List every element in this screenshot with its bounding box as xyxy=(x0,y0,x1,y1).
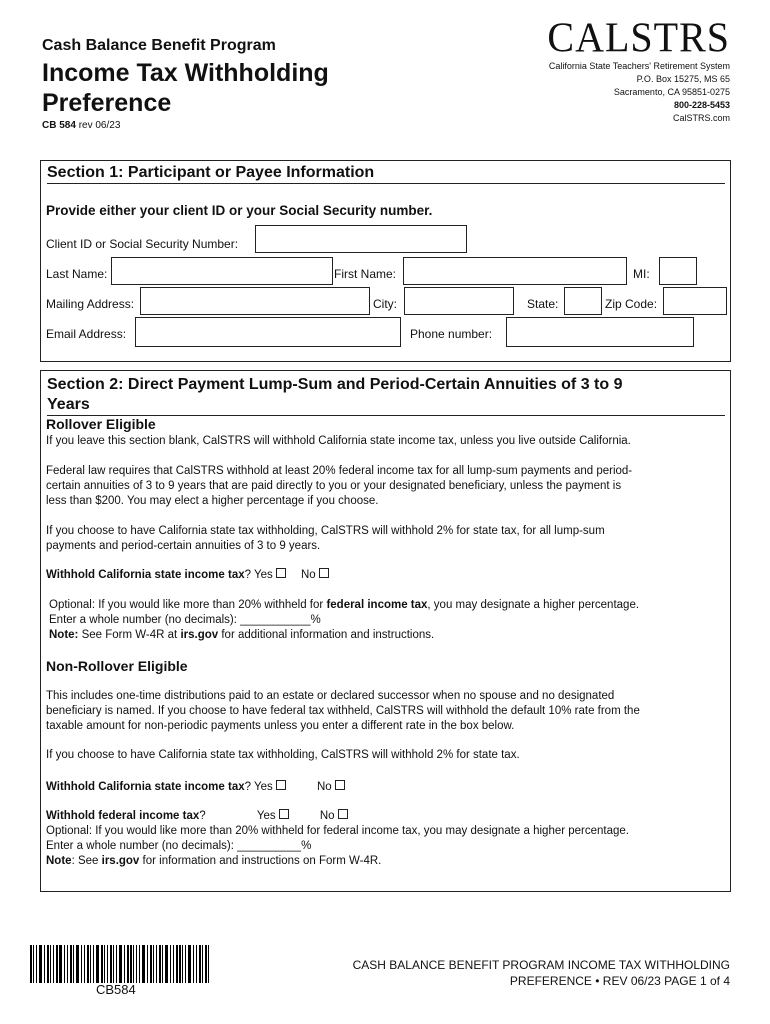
non-rollover-federal-withhold-row xyxy=(46,809,726,824)
barcode-bar xyxy=(50,945,51,983)
barcode-bar xyxy=(199,945,201,983)
barcode-bar xyxy=(159,945,161,983)
rollover-state-yes-label: ? Yes xyxy=(244,569,273,581)
city-input[interactable] xyxy=(404,287,514,315)
phone-number-label: Phone number: xyxy=(410,327,493,341)
rollover-p2-line1: Federal law requires that CalSTRS withhold at least 20% federal income tax for all lump-sum payments and period- xyxy=(46,465,633,477)
barcode-bar xyxy=(130,945,132,983)
zip-code-input[interactable] xyxy=(663,287,727,315)
barcode-bar xyxy=(93,945,94,983)
barcode-bar xyxy=(113,945,114,983)
barcode-bar xyxy=(110,945,112,983)
non-rollover-eligible-heading: Non-Rollover Eligible xyxy=(46,658,188,674)
section-2-heading xyxy=(47,375,725,416)
form-number: CB 584 xyxy=(42,120,76,131)
non-rollover-note-link: irs.gov xyxy=(101,855,140,867)
barcode-bar xyxy=(139,945,140,983)
non-rollover-federal-section xyxy=(46,809,726,869)
rollover-paragraph-2 xyxy=(46,464,726,509)
rollover-state-no-label: No xyxy=(300,569,316,581)
barcode-bar xyxy=(33,945,34,983)
barcode-bar xyxy=(156,945,157,983)
rollover-note-text-c: for additional information and instructions. xyxy=(218,629,435,641)
barcode-bar xyxy=(173,945,174,983)
rollover-state-withhold-label: Withhold California state income tax xyxy=(46,569,245,581)
org-address xyxy=(549,60,730,125)
barcode-bar xyxy=(153,945,154,983)
barcode-bar xyxy=(133,945,134,983)
barcode-bar xyxy=(101,945,103,983)
state-label: State: xyxy=(527,297,559,311)
barcode-bar xyxy=(90,945,91,983)
barcode-bar xyxy=(182,945,183,983)
barcode-bar xyxy=(64,945,65,983)
section-1-instruction: Provide either your client ID or your Social Security number. xyxy=(46,203,433,218)
barcode-bar xyxy=(147,945,148,983)
barcode-bar xyxy=(142,945,145,983)
rollover-percentage-entry[interactable]: Enter a whole number (no decimals): ___________% xyxy=(49,614,321,626)
barcode-bar xyxy=(84,945,85,983)
section-1 xyxy=(40,160,731,362)
client-id-input[interactable] xyxy=(255,225,467,253)
non-rollover-paragraph-2: If you choose to have California state tax withholding, CalSTRS will withhold 2% for state tax. xyxy=(46,749,520,761)
mailing-address-input[interactable] xyxy=(140,287,370,315)
footer-line2: PREFERENCE • REV 06/23 PAGE 1 of 4 xyxy=(509,974,730,988)
barcode-image xyxy=(30,945,216,983)
last-name-label: Last Name: xyxy=(46,267,108,281)
page-footer xyxy=(310,957,730,989)
form-revision: rev 06/23 xyxy=(78,120,121,131)
non-rollover-state-yes-checkbox[interactable] xyxy=(276,780,286,790)
barcode-bar xyxy=(205,945,207,983)
org-website: CalSTRS.com xyxy=(672,113,730,123)
rollover-optional-text-a: Optional: If you would like more than 20% withheld for xyxy=(49,599,327,611)
rollover-note-text-a: See Form W-4R at xyxy=(78,629,181,641)
rollover-optional-line xyxy=(49,598,729,613)
non-rollover-federal-withhold-label: Withhold federal income tax xyxy=(46,810,200,822)
barcode-bar xyxy=(196,945,197,983)
non-rollover-paragraph-1 xyxy=(46,689,726,734)
barcode-bar xyxy=(150,945,152,983)
section-2-heading-line2: Years xyxy=(47,396,90,413)
barcode-bar xyxy=(162,945,163,983)
mi-label: MI: xyxy=(633,267,650,281)
barcode-bar xyxy=(70,945,72,983)
non-rollover-note-text-c: for information and instructions on Form W-4R. xyxy=(139,855,382,867)
barcode-label: CB584 xyxy=(96,982,136,997)
barcode-bar xyxy=(96,945,99,983)
barcode-bar xyxy=(170,945,171,983)
barcode-bar xyxy=(53,945,54,983)
email-label: Email Address: xyxy=(46,327,127,341)
barcode-bar xyxy=(81,945,82,983)
rollover-p2-line2: certain annuities of 3 to 9 years that are paid directly to you or your designated beneficiary, unless the payment is xyxy=(46,480,622,492)
non-rollover-federal-yes-checkbox[interactable] xyxy=(279,809,289,819)
barcode-bar xyxy=(193,945,194,983)
non-rollover-optional: Optional: If you would like more than 20% withheld for federal income tax, you may designate a higher percentage. xyxy=(46,825,630,837)
rollover-eligible-heading: Rollover Eligible xyxy=(46,416,156,432)
rollover-p2-line3: less than $200. You may elect a higher percentage if you choose. xyxy=(46,495,379,507)
last-name-input[interactable] xyxy=(111,257,333,285)
barcode-bar xyxy=(116,945,117,983)
section-1-heading: Section 1: Participant or Payee Information xyxy=(47,163,725,184)
rollover-note-label: Note: xyxy=(49,629,79,641)
section-2-heading-line1: Section 2: Direct Payment Lump-Sum and Period-Certain Annuities of 3 to 9 xyxy=(47,376,623,393)
org-city: Sacramento, CA 95851-0275 xyxy=(613,87,730,97)
rollover-state-withhold-row xyxy=(46,568,726,583)
barcode-bar xyxy=(119,945,122,983)
barcode-bar xyxy=(136,945,137,983)
first-name-label: First Name: xyxy=(334,267,397,281)
email-input[interactable] xyxy=(135,317,401,347)
barcode-bar xyxy=(104,945,105,983)
section-2 xyxy=(40,370,731,892)
org-pobox: P.O. Box 15275, MS 65 xyxy=(636,74,730,84)
barcode-bar xyxy=(176,945,178,983)
city-label: City: xyxy=(373,297,397,311)
org-name: California State Teachers' Retirement System xyxy=(548,61,730,71)
rollover-optional-text-b: federal income tax xyxy=(326,599,428,611)
barcode-bar xyxy=(185,945,186,983)
footer-line1: CASH BALANCE BENEFIT PROGRAM INCOME TAX WITHHOLDING xyxy=(352,958,730,972)
calstrs-logo: CALSTRS xyxy=(547,13,730,62)
barcode-bar xyxy=(188,945,191,983)
barcode-bar xyxy=(76,945,79,983)
rollover-note xyxy=(49,628,729,643)
barcode-bar xyxy=(67,945,68,983)
rollover-paragraph-3 xyxy=(46,524,726,554)
non-rollover-note-text-a: : See xyxy=(71,855,102,867)
mailing-address-label: Mailing Address: xyxy=(46,297,135,311)
non-rollover-note xyxy=(46,854,726,869)
barcode-bar xyxy=(208,945,209,983)
barcode-bar xyxy=(179,945,181,983)
form-code xyxy=(42,120,120,131)
barcode-bar xyxy=(124,945,125,983)
mi-input[interactable] xyxy=(659,257,697,285)
non-rollover-federal-no-label: No xyxy=(319,810,335,822)
state-input[interactable] xyxy=(564,287,602,315)
form-title-line2: Preference xyxy=(42,89,172,117)
barcode-bar xyxy=(44,945,45,983)
form-title-line1: Income Tax Withholding xyxy=(42,59,329,87)
barcode-bar xyxy=(59,945,62,983)
org-phone: 800-228-5453 xyxy=(673,100,730,110)
phone-number-input[interactable] xyxy=(506,317,694,347)
non-rollover-state-withhold-label: Withhold California state income tax xyxy=(46,781,245,793)
non-rollover-p1-line3: taxable amount for non-periodic payments unless you enter a different rate in the box below. xyxy=(46,720,515,732)
non-rollover-federal-question: ? xyxy=(199,810,206,822)
non-rollover-federal-no-checkbox[interactable] xyxy=(338,809,348,819)
non-rollover-state-no-label: No xyxy=(316,781,332,793)
non-rollover-p1-line1: This includes one-time distributions paid to an estate or declared successor when no spouse and no designated xyxy=(46,690,615,702)
non-rollover-state-no-checkbox[interactable] xyxy=(335,780,345,790)
rollover-p3-line1: If you choose to have California state tax withholding, CalSTRS will withhold 2% for state tax, for all lump-sum xyxy=(46,525,605,537)
client-id-label: Client ID or Social Security Number: xyxy=(46,237,239,251)
rollover-note-link: irs.gov xyxy=(180,629,219,641)
barcode-bar xyxy=(202,945,203,983)
rollover-optional-text-c: , you may designate a higher percentage. xyxy=(427,599,640,611)
barcode-bar xyxy=(73,945,74,983)
barcode-bar xyxy=(165,945,168,983)
form-title xyxy=(42,58,372,118)
barcode-bar xyxy=(47,945,49,983)
non-rollover-state-yes-label: ? Yes xyxy=(244,781,273,793)
zip-code-label: Zip Code: xyxy=(605,297,658,311)
non-rollover-federal-yes-label: Yes xyxy=(256,810,276,822)
rollover-state-yes-checkbox[interactable] xyxy=(276,568,286,578)
non-rollover-p1-line2: beneficiary is named. If you choose to have federal tax withheld, CalSTRS will withhold the default 10% rate from the xyxy=(46,705,640,717)
rollover-optional xyxy=(49,598,729,643)
non-rollover-note-label: Note xyxy=(46,855,72,867)
rollover-state-no-checkbox[interactable] xyxy=(319,568,329,578)
program-name: Cash Balance Benefit Program xyxy=(42,37,276,54)
first-name-input[interactable] xyxy=(403,257,627,285)
barcode-bar xyxy=(107,945,108,983)
non-rollover-state-withhold-row xyxy=(46,780,726,795)
barcode-bar xyxy=(87,945,89,983)
non-rollover-percentage-entry[interactable]: Enter a whole number (no decimals): __________% xyxy=(46,840,312,852)
barcode-bar xyxy=(36,945,37,983)
barcode-bar xyxy=(39,945,42,983)
barcode-bar xyxy=(56,945,58,983)
rollover-p3-line2: payments and period-certain annuities of 3 to 9 years. xyxy=(46,540,321,552)
barcode-bar xyxy=(127,945,129,983)
rollover-paragraph-1: If you leave this section blank, CalSTRS will withhold California state income tax, unless you live outside California. xyxy=(46,435,631,447)
barcode-bar xyxy=(30,945,32,983)
